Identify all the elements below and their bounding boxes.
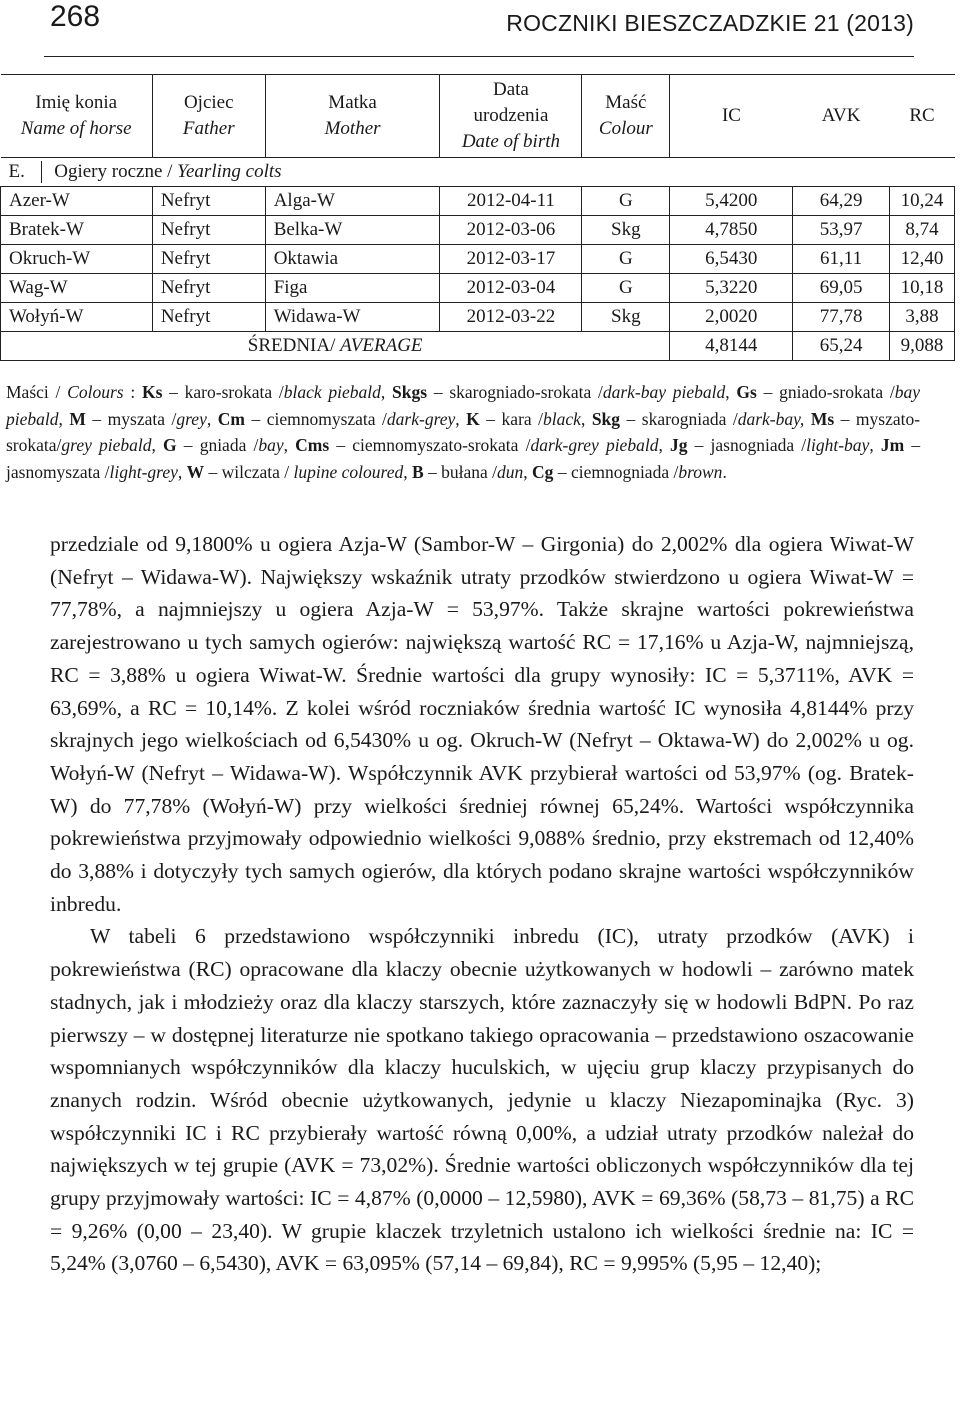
legend-term-en: brown [678, 461, 723, 482]
colour: G [582, 187, 670, 216]
average-ic: 4,8144 [670, 332, 793, 361]
avk-value: 77,78 [793, 303, 890, 332]
legend-text: Maści / [6, 382, 68, 402]
horse-name: Bratek-W [1, 216, 153, 245]
legend-term-en: black piebald [283, 382, 381, 402]
mother: Oktawia [265, 245, 440, 274]
legend-text: , [580, 408, 592, 429]
mother: Alga-W [265, 187, 440, 216]
horse-name: Wag-W [1, 274, 153, 303]
category-label-en: Yearling colts [177, 161, 282, 182]
legend-text: , [151, 435, 164, 455]
father: Nefryt [152, 187, 265, 216]
average-rc: 9,088 [890, 332, 955, 361]
colour: G [582, 245, 670, 274]
legend-text: – jasnomyszata / [6, 435, 921, 482]
category-letter: E. [9, 161, 42, 183]
colour: G [582, 274, 670, 303]
legend-term-en: black [543, 408, 581, 429]
father: Nefryt [152, 245, 265, 274]
rc-value: 8,74 [890, 216, 955, 245]
birth-date: 2012-03-22 [440, 303, 582, 332]
ic-value: 5,4200 [670, 187, 793, 216]
paragraph: przedziale od 9,1800% u ogiera Azja-W (Sambor-W – Girgonia) do 2,002% dla ogiera Wiwat-W (Nefryt – Widawa-W). Największy wskaźnik utraty przodków stwierdzono u ogiera Wiwat-W = 77,78%, a najmniejszy u ogiera Azja-W = 53,97%. Także skrajne wartości pokrewieństwa zarejestrowano u tych samych ogierów: największą wartość RC = 17,16% u Azja-W, najmniejszą, RC = 3,88% u ogiera Wiwat-W. Średnie wartości dla grupy wynosiły: IC = 5,3711%, AVK = 63,69%, a RC = 10,14%. Z kolei wśród roczniaków średnia wartość IC wynosiła 4,8144% przy skrajnych jego wielkościach od 6,5430% u og. Okruch-W (Nefryt – Oktawa-W) do 2,002% u og. Wołyń-W (Nefryt – Widawa-W). Współczynnik AVK przybierał wartości od 53,97% (og. Bratek-W) do 77,78% (Wołyń-W) przy wielkości średniej równej 65,24%. Wartości współczynnika pokrewieństwa przyjmowały odpowiednio wielkości 9,088% średnio, przy ekstremach od 12,40% do 3,88% i dotyczyły tych samych ogierów, dla których podano skrajne wartości współczynników inbredu. [50, 532, 914, 916]
col-header-en: Name of horse [20, 118, 132, 139]
legend-text: – gniado-srokata / [756, 382, 895, 402]
birth-date: 2012-03-17 [440, 245, 582, 274]
col-header-pl: Data urodzenia [473, 79, 549, 126]
body-text [50, 528, 914, 1280]
legend-term-en: grey [176, 408, 207, 429]
rc-value: 3,88 [890, 303, 955, 332]
legend-text: : [123, 382, 142, 402]
journal-title: ROCZNIKI BIESZCZADZKIE 21 (2013) [506, 10, 914, 36]
legend-term-en: bay [258, 435, 284, 455]
table-row [1, 187, 955, 216]
legend-text: – karo-srokata / [162, 382, 284, 402]
average-avk: 65,24 [793, 332, 890, 361]
legend-text: , [177, 461, 187, 482]
average-label-pl: ŚREDNIA/ [247, 335, 336, 356]
birth-date: 2012-03-04 [440, 274, 582, 303]
legend-term-en: bay piebald [6, 382, 921, 429]
col-header-father [152, 75, 265, 158]
col-header-colour [582, 75, 670, 158]
legend-term-en: light-grey [109, 461, 178, 482]
legend-code: B [411, 461, 424, 482]
legend-text: – jasnogniada / [687, 435, 807, 455]
avk-value: 61,11 [793, 245, 890, 274]
legend-text: – skarogniada / [620, 408, 738, 429]
legend-term-en: dark-bay, [737, 408, 805, 429]
col-header-ic: IC [670, 75, 793, 158]
legend-code: K [466, 408, 480, 429]
legend-text: , [725, 382, 737, 402]
col-header-pl: Imię konia [35, 92, 118, 113]
col-header-birth-date [440, 75, 582, 158]
category-label-pl: Ogiery roczne / [54, 161, 173, 182]
col-header-mother [265, 75, 440, 158]
legend-code: Skg [591, 408, 621, 429]
legend-term-en: dun [497, 461, 524, 482]
legend-text: – ciemnomyszato-srokata / [329, 435, 531, 455]
mother: Belka-W [265, 216, 440, 245]
legend-text: – skarogniado-srokata / [427, 382, 603, 402]
father: Nefryt [152, 303, 265, 332]
table-row [1, 245, 955, 274]
legend-term-en: dark-bay piebald [602, 382, 726, 402]
legend-text: , [523, 461, 533, 482]
horse-name: Wołyń-W [1, 303, 153, 332]
birth-date: 2012-04-11 [440, 187, 582, 216]
birth-date: 2012-03-06 [440, 216, 582, 245]
legend-text: – wilczata / [204, 461, 294, 482]
legend-text: – ciemnogniada / [553, 461, 679, 482]
legend-code: W [186, 461, 205, 482]
legend-text: – myszato-srokata/ [6, 408, 921, 455]
average-label [1, 332, 670, 361]
col-header-en: Colour [598, 118, 653, 139]
colour: Skg [582, 216, 670, 245]
legend-code: Cms [295, 435, 330, 455]
rc-value: 10,18 [890, 274, 955, 303]
col-header-avk: AVK [793, 75, 890, 158]
legend-code: Skgs [392, 382, 428, 402]
legend-text: , [283, 435, 296, 455]
horse-name: Okruch-W [1, 245, 153, 274]
legend-code: Jg [669, 435, 688, 455]
avk-value: 69,05 [793, 274, 890, 303]
ic-value: 2,0020 [670, 303, 793, 332]
legend-text: , [869, 435, 881, 455]
avk-value: 53,97 [793, 216, 890, 245]
legend-text: . [722, 461, 727, 482]
legend-term-en: Colours [67, 382, 124, 402]
col-header-en: Father [182, 118, 235, 139]
father: Nefryt [152, 216, 265, 245]
legend-text: , [455, 408, 467, 429]
legend-term-en: lupine coloured [293, 461, 404, 482]
category-row [1, 158, 955, 187]
legend-text: – myszata / [85, 408, 177, 429]
legend-code: Cg [532, 461, 554, 482]
mother: Figa [265, 274, 440, 303]
rc-value: 12,40 [890, 245, 955, 274]
col-header-pl: Ojciec [183, 92, 234, 113]
legend-code: Jm [880, 435, 905, 455]
legend-term-en: dark-grey [386, 408, 456, 429]
legend-text: – ciemnomyszata / [244, 408, 387, 429]
col-header-rc: RC [890, 75, 955, 158]
legend-text: , [58, 408, 70, 429]
header-rule [44, 56, 914, 57]
average-row [1, 332, 955, 361]
page-number: 268 [50, 0, 101, 33]
colour-legend [6, 379, 920, 485]
ic-value: 6,5430 [670, 245, 793, 274]
father: Nefryt [152, 274, 265, 303]
legend-text: , [206, 408, 218, 429]
average-label-en: AVERAGE [340, 335, 423, 356]
legend-code: M [69, 408, 86, 429]
legend-text: , [403, 461, 412, 482]
inbreeding-table [0, 74, 955, 361]
colour: Skg [582, 303, 670, 332]
legend-text: , [380, 382, 393, 402]
col-header-en: Mother [324, 118, 381, 139]
horse-name: Azer-W [1, 187, 153, 216]
legend-term-en: light-bay [806, 435, 870, 455]
legend-term-en: dark-grey piebald [530, 435, 659, 455]
ic-value: 5,3220 [670, 274, 793, 303]
legend-text: – gniada / [176, 435, 259, 455]
legend-code: Ks [141, 382, 163, 402]
legend-text: – bułana / [423, 461, 498, 482]
table-body [1, 187, 955, 332]
ic-value: 4,7850 [670, 216, 793, 245]
mother: Widawa-W [265, 303, 440, 332]
legend-text: , [658, 435, 670, 455]
table-row [1, 274, 955, 303]
legend-code: Gs [736, 382, 757, 402]
col-header-en: Date of birth [461, 131, 560, 152]
legend-term-en: grey piebald [61, 435, 152, 455]
table-header-row [1, 75, 955, 158]
col-header-pl: Maść [605, 92, 647, 113]
rc-value: 10,24 [890, 187, 955, 216]
table-row [1, 303, 955, 332]
paragraph: W tabeli 6 przedstawiono współczynniki inbredu (IC), utraty przodków (AVK) i pokrewieństwa (RC) opracowane dla klaczy obecnie użytkowanych w hodowli – zarówno matek stadnych, jak i młodzieży oraz dla klaczy starszych, które zaznaczyły się w hodowli BdPN. Po raz pierwszy – w dostępnej literaturze nie spotkano takiego opracowania – przedstawiono oszacowanie wspomnianych współczynników dla klaczy huculskich, w ujęciu grup klaczy przypisanych do znanych rodzin. Wśród obecnie użytkowanych, jedynie u klaczy Niezapominajka (Ryc. 3) współczynniki IC i RC przybierały wartość równą 0,00%, a udział utraty przodków należał do największych w tej grupie (AVK = 73,02%). Średnie wartości obliczonych współczynników dla tej grupy przyjmowały wartości: IC = 4,87% (0,0000 – 12,5980), AVK = 69,36% (58,73 – 81,75) a RC = 9,26% (0,00 – 23,40). W grupie klaczek trzyletnich ustalono ich wielkości średnie na: IC = 5,24% (3,0760 – 6,5430), AVK = 63,095% (57,14 – 69,84), RC = 9,995% (5,95 – 12,40); [50, 924, 914, 1276]
legend-code: Ms [810, 408, 835, 429]
col-header-name [1, 75, 153, 158]
legend-code: Cm [217, 408, 245, 429]
legend-text: – kara / [479, 408, 544, 429]
avk-value: 64,29 [793, 187, 890, 216]
table-row [1, 216, 955, 245]
col-header-pl: Matka [328, 92, 377, 113]
legend-code: G [163, 435, 177, 455]
